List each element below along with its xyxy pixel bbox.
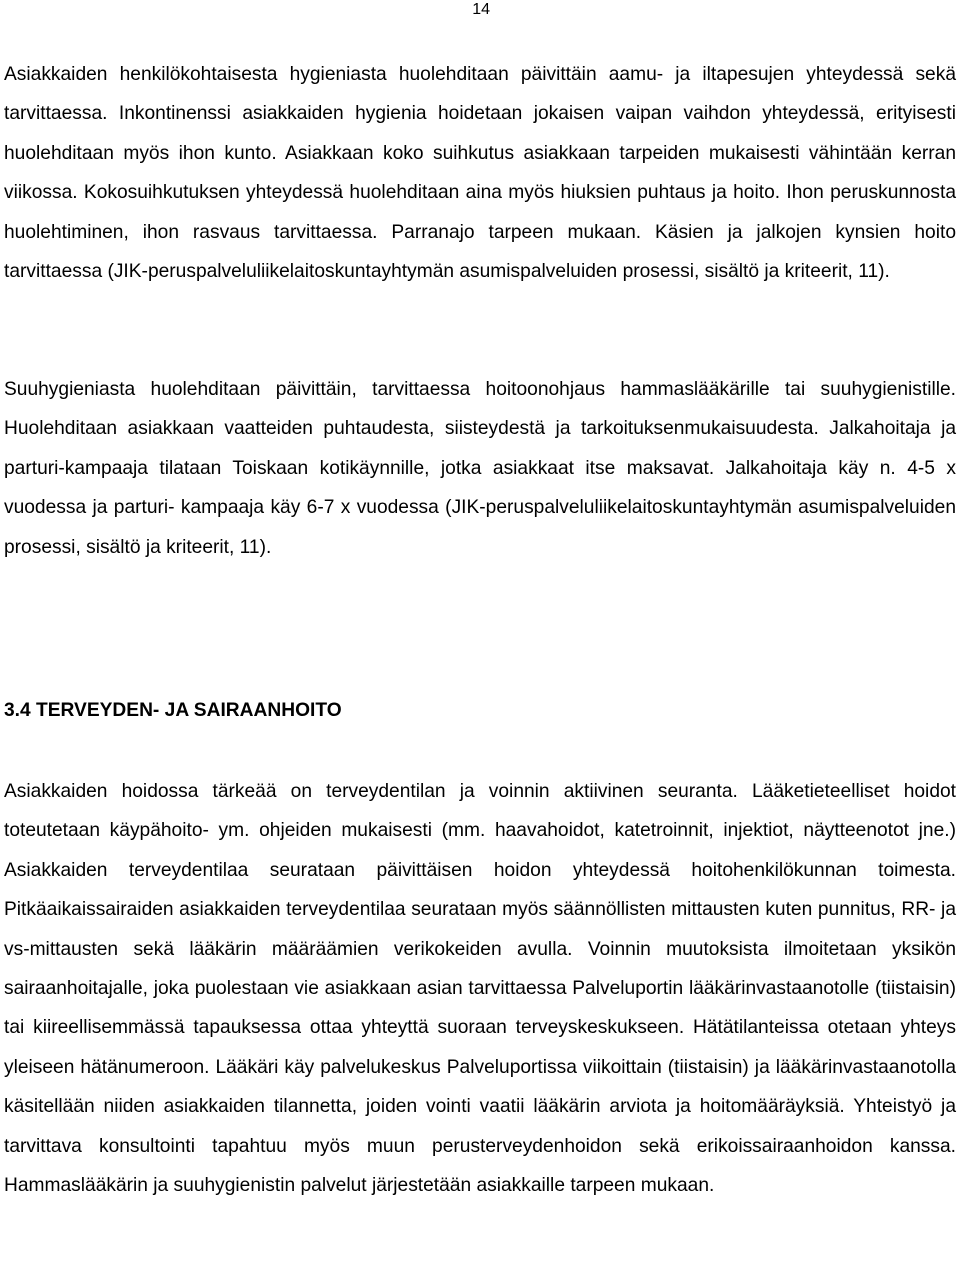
section-heading: 3.4 TERVEYDEN- JA SAIRAANHOITO [4,700,342,721]
paragraph-oral-hygiene: Suuhygieniasta huolehditaan päivittäin, tarvittaessa hoitoonohjaus hammaslääkärille tai suuhygienistille. Huolehditaan asiakkaan vaatteiden puhtaudesta, siisteydestä ja tarkoituksenmukaisuudesta. Jalkahoitaja ja parturi-kampaaja tilataan Toiskaan kotikäynnille, jotka asiakkaat itse maksavat. Jalkahoitaja käy n. 4-5 x vuodessa ja parturi- kampaaja käy 6-7 x vuodessa (JIK-peruspalveluliikelaitoskuntayhtymän asumispalveluiden prosessi, sisältö ja kriteerit, 11). [4,379,956,558]
paragraph-hygiene: Asiakkaiden henkilökohtaisesta hygieniasta huolehditaan päivittäin aamu- ja iltapesujen yhteydessä sekä tarvittaessa. Inkontinenssi asiakkaiden hygienia hoidetaan jokaisen vaipan vaihdon yhteydessä, erityisesti huolehditaan myös ihon kunto. Asiakkaan koko suihkutus asiakkaan tarpeiden mukaisesti vähintään kerran viikossa. Kokosuihkutuksen yhteydessä huolehditaan aina myös hiuksien puhtaus ja hoito. Ihon peruskunnosta huolehtiminen, ihon rasvaus tarvittaessa. Parranajo tarpeen mukaan. Käsien ja jalkojen kynsien hoito tarvittaessa (JIK-peruspalveluliikelaitoskuntayhtymän asumispalveluiden prosessi, sisältö ja kriteerit, 11). [4,64,956,283]
page-number: 14 [472,1,490,18]
paragraph-health-care: Asiakkaiden hoidossa tärkeää on terveydentilan ja voinnin aktiivinen seuranta. Lääketieteelliset hoidot toteutetaan käypähoito- ym. ohjeiden mukaisesti (mm. haavahoidot, katetroinnit, injektiot, näytteenotot jne.) Asiakkaiden terveydentilaa seurataan päivittäisen hoidon yhteydessä hoitohenkilökunnan toimesta. Pitkäaikaissairaiden asiakkaiden terveydentilaa seurataan myös säännöllisten mittausten kuten punnitus, RR- ja vs-mittausten sekä lääkärin määräämien verikokeiden avulla. Voinnin muutoksista ilmoitetaan yksikön sairaanhoitajalle, joka puolestaan vie asiakkaan asian tarvittaessa Palveluportin lääkärinvastaanotolle (tiistaisin) tai kiireellisemmässä tapauksessa ottaa yhteyttä suoraan terveyskeskukseen. Hätätilanteissa otetaan yhteys yleiseen hätänumeroon. Lääkäri käy palvelukeskus Palveluportissa viikoittain (tiistaisin) ja lääkärinvastaanotolla käsitellään niiden asiakkaiden tilannetta, joiden vointi vaatii lääkärin arviota ja hoitomääräyksiä. Yhteistyö ja tarvittava konsultointi tapahtuu myös muun perusterveydenhoidon sekä erikoissairaanhoidon kanssa. Hammaslääkärin ja suuhygienistin palvelut järjestetään asiakkaille tarpeen mukaan. [4,781,956,1197]
